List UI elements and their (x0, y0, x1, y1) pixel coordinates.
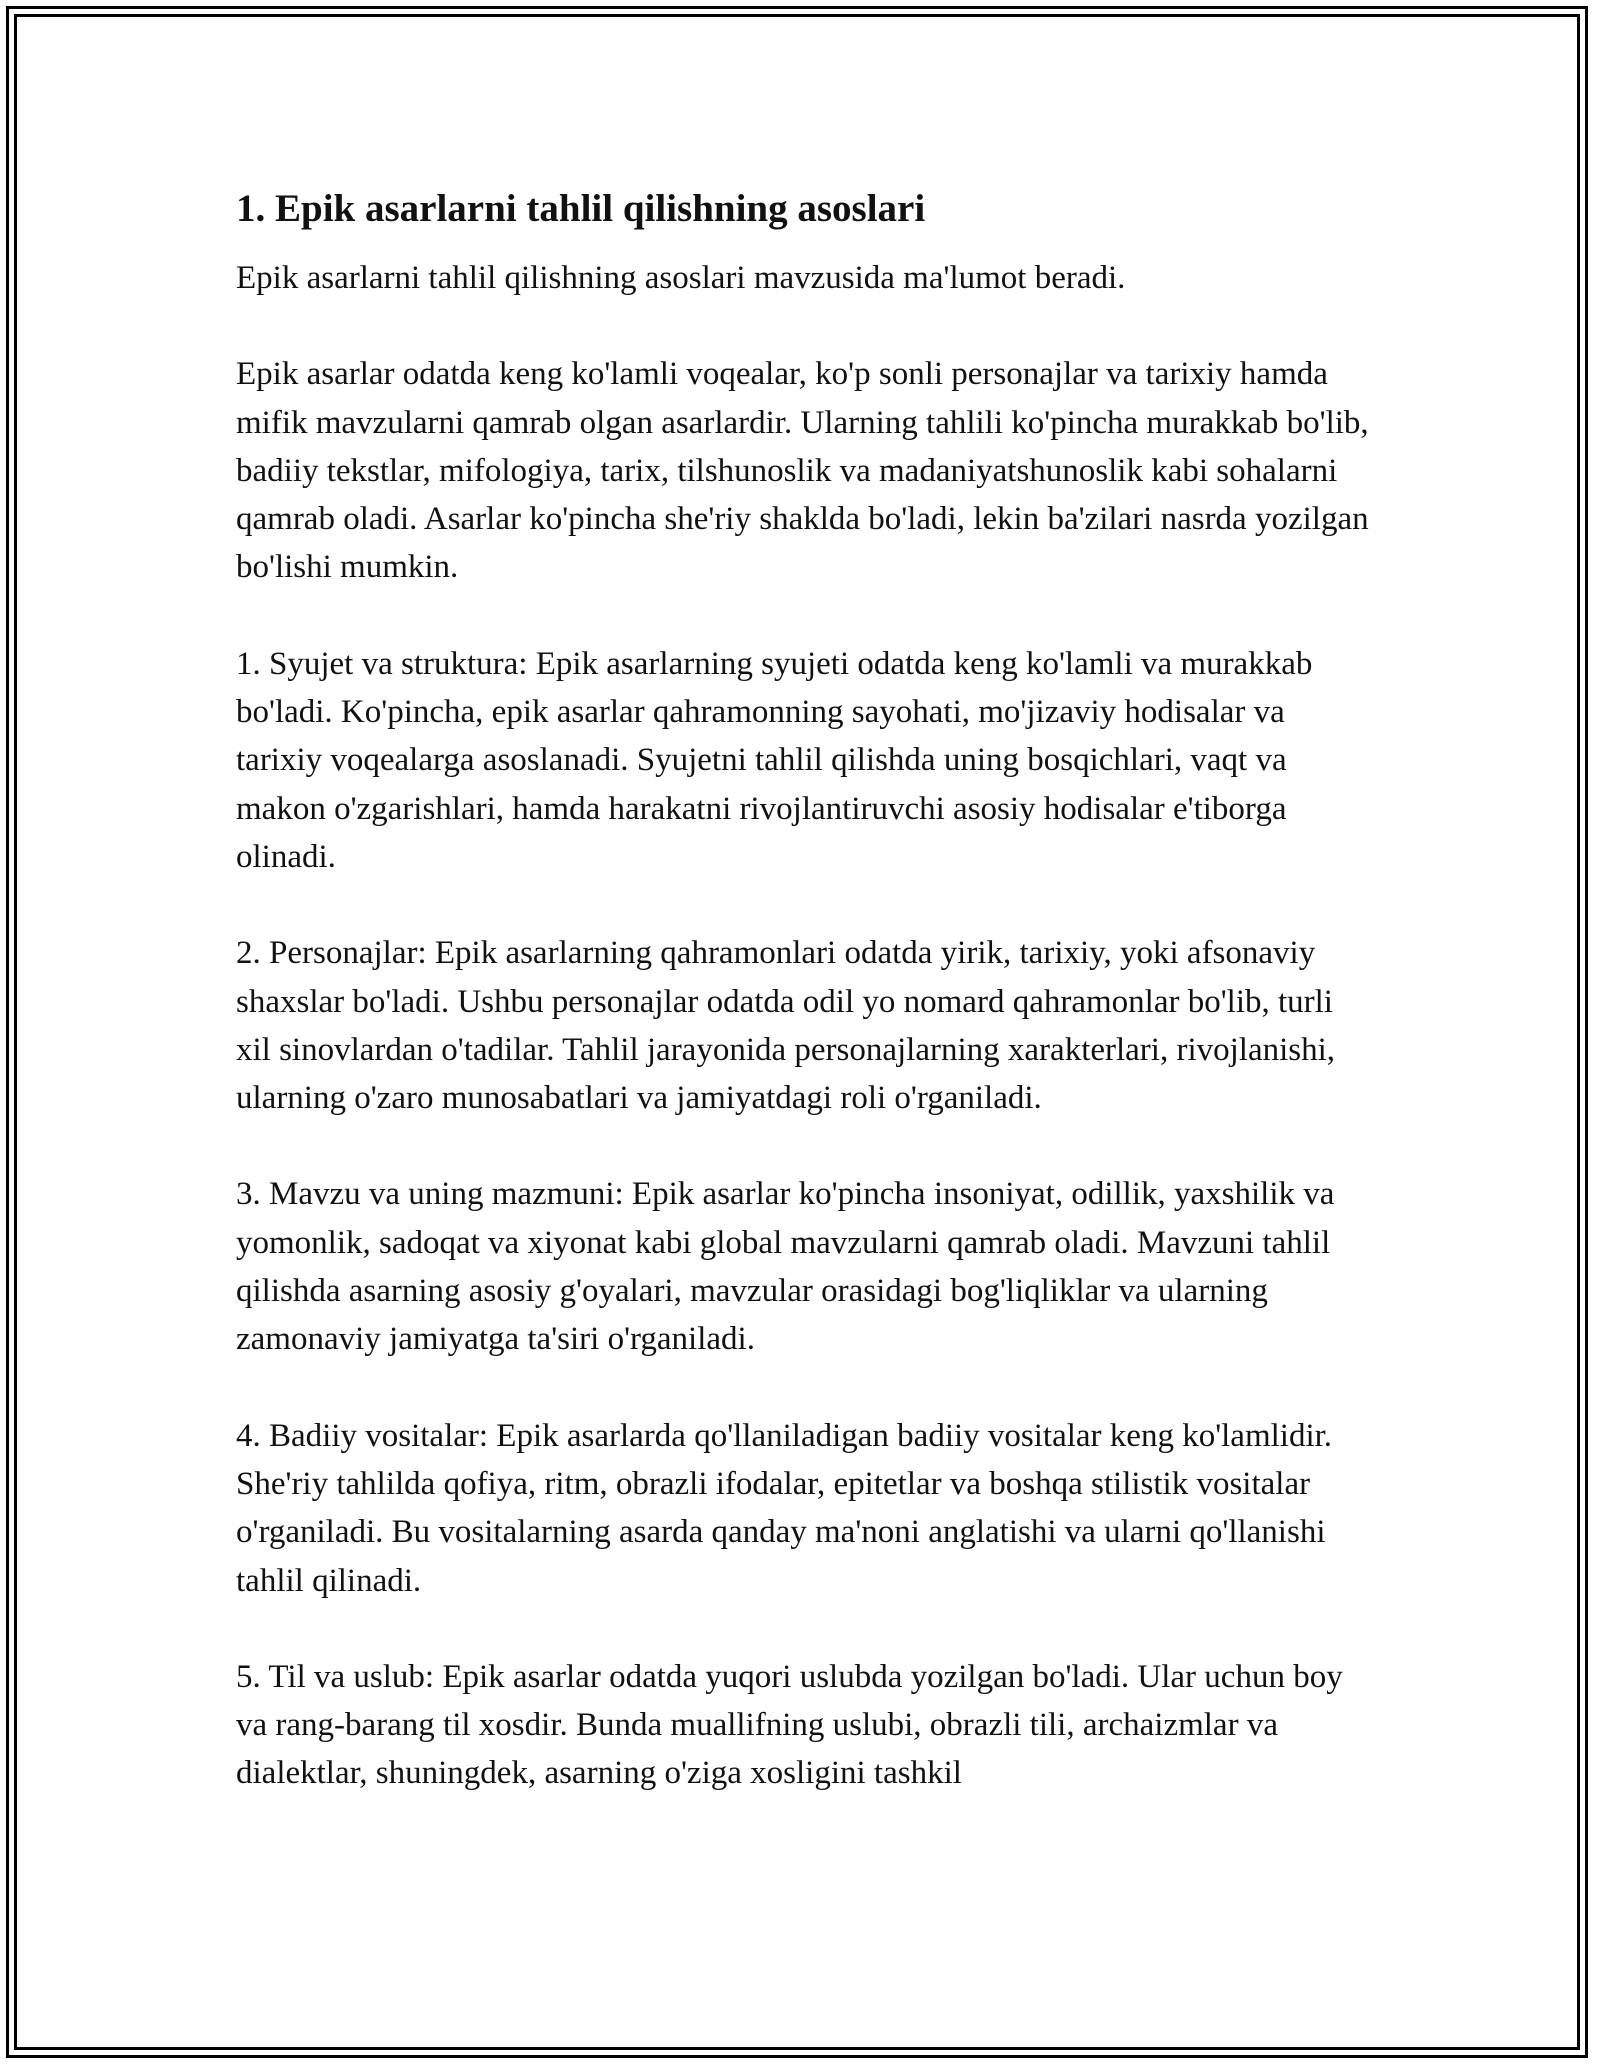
point-theme: 3. Mavzu va uning mazmuni: Epik asarlar ko'pincha insoniyat, odillik, yaxshilik va yomonlik, sadoqat va xiyonat kabi global mavzularni qamrab oladi. Mavzuni tahlil qilishda asarning asosiy g'oyalari, mavzular orasidagi bog'liqliklar va ularning zamonaviy jamiyatga ta'siri o'rganiladi. (236, 1176, 1335, 1358)
intro-paragraph: Epik asarlarni tahlil qilishning asoslari mavzusida ma'lumot beradi. (236, 260, 1126, 296)
point-artistic-devices: 4. Badiiy vositalar: Epik asarlarda qo'llaniladigan badiiy vositalar keng ko'lamlidir. She'riy tahlilda qofiya, ritm, obrazli ifodalar, epitetlar va boshqa stilistik vositalar o'rganiladi. Bu vositalarning asarda qanday ma'noni anglatishi va ularni qo'llanishi tahlil qilinadi. (236, 1417, 1333, 1599)
point-plot-structure: 1. Syujet va struktura: Epik asarlarning syujeti odatda keng ko'lamli va murakkab bo'ladi. Ko'pincha, epik asarlar qahramonning sayohati, mo'jizaviy hodisalar va tarixiy voqealarga asoslanadi. Syujetni tahlil qilishda uning bosqichlari, vaqt va makon o'zgarishlari, hamda harakatni rivojlantiruvchi asosiy hodisalar e'tiborga olinadi. (236, 645, 1313, 875)
point-language-style: 5. Til va uslub: Epik asarlar odatda yuqori uslubda yozilgan bo'ladi. Ular uchun boy va rang-barang til xosdir. Bunda muallifning uslubi, obrazli tili, archaizmlar va dialektlar, shuningdek, asarning o'ziga xosligini tashkil (236, 1658, 1343, 1792)
document-body (236, 184, 1376, 1846)
section-heading: 1. Epik asarlarni tahlil qilishning asoslari (236, 187, 926, 230)
point-characters: 2. Personajlar: Epik asarlarning qahramonlari odatda yirik, tarixiy, yoki afsonaviy shaxslar bo'ladi. Ushbu personajlar odatda odil yo nomard qahramonlar bo'lib, turli xil sinovlardan o'tadilar. Tahlil jarayonida personajlarning xarakterlari, rivojlanishi, ularning o'zaro munosabatlari va jamiyatdagi roli o'rganiladi. (236, 935, 1336, 1117)
overview-paragraph: Epik asarlar odatda keng ko'lamli voqealar, ko'p sonli personajlar va tarixiy hamda mifik mavzularni qamrab olgan asarlardir. Ularning tahlili ko'pincha murakkab bo'lib, badiiy tekstlar, mifologiya, tarix, tilshunoslik va madaniyatshunoslik kabi sohalarni qamrab oladi. Asarlar ko'pincha she'riy shaklda bo'ladi, lekin ba'zilari nasrda yozilgan bo'lishi mumkin. (236, 356, 1369, 586)
